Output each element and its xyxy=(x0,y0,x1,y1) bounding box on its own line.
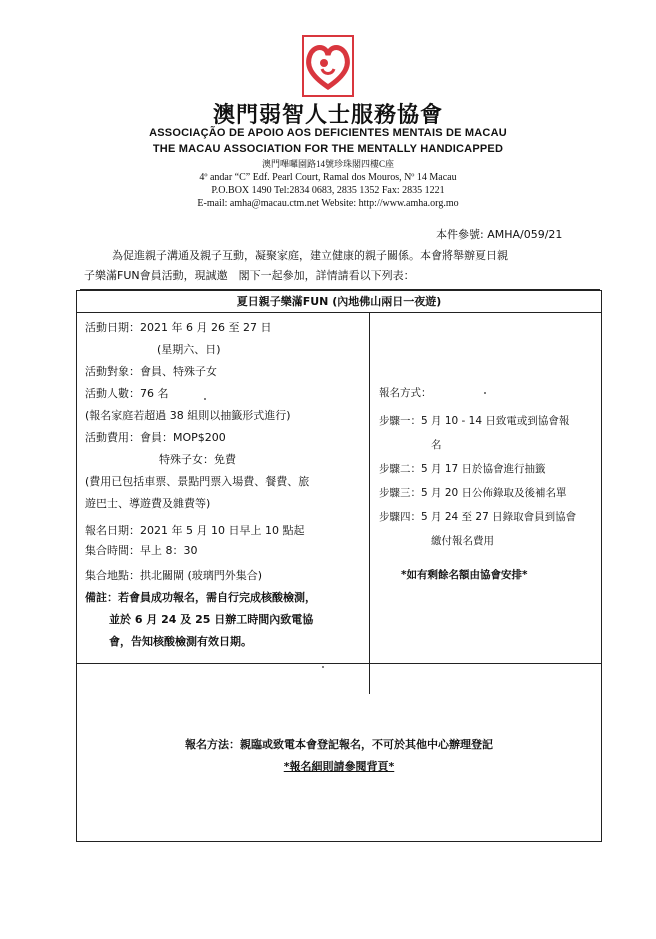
lottery-note: (報名家庭若超過 38 組則以抽籤形式進行) xyxy=(85,409,291,422)
table-title: 夏日親子樂滿FUN (內地佛山兩日一夜遊) xyxy=(77,291,601,313)
registration-date: 報名日期：2021 年 5 月 10 日早上 10 點起 xyxy=(85,524,305,537)
org-name-pt: ASSOCIAÇÃO DE APOIO AOS DEFICIENTES MENTAIS DE MACAU xyxy=(149,127,507,139)
column-divider xyxy=(369,312,370,694)
activity-date: 活動日期：2021 年 6 月 26 至 27 日 xyxy=(85,321,272,334)
step-3: 步驟三：5 月 20 日公佈錄取及後補名單 xyxy=(379,487,567,499)
address-pt: 4º andar “C” Edf. Pearl Court, Ramal dos Mouros, Nº 14 Macau xyxy=(199,172,457,183)
registration-steps xyxy=(379,381,599,587)
activity-table xyxy=(76,290,602,842)
activity-quota: 活動人數：76 名 xyxy=(85,387,169,400)
fee-includes-line-1: (費用已包括車票、景點門票入場費、餐費、旅 xyxy=(85,475,310,488)
step-2: 步驟二：5 月 17 日於協會進行抽籤 xyxy=(379,463,546,475)
footer-line-1: 報名方法：親臨或致電本會登記報名，不可於其他中心辦理登記 xyxy=(185,738,493,751)
remark-line-1: 備註：若會員成功報名，需自行完成核酸檢測， xyxy=(85,591,316,604)
org-name-en: THE MACAU ASSOCIATION FOR THE MENTALLY HANDICAPPED xyxy=(152,143,504,155)
activity-fee-member: 活動費用：會員：MOP$200 xyxy=(85,431,226,444)
activity-details xyxy=(85,317,367,653)
intro-line-1: 為促進親子溝通及親子互動，凝聚家庭，建立健康的親子關係。本會將舉辦夏日親 xyxy=(112,249,508,262)
org-name-zh: 澳門弱智人士服務協會 xyxy=(212,102,443,128)
activity-fee-child: 特殊子女：免費 xyxy=(159,453,236,466)
footer-line-2: *報名細則請參閱背頁* xyxy=(283,760,395,773)
intro-line-2: 子樂滿FUN會員活動，現誠邀 閣下一起參加，詳情請看以下列表： xyxy=(84,269,415,282)
assembly-place: 集合地點：拱北關閘 (玻璃門外集合) xyxy=(85,569,263,582)
activity-audience: 活動對象：會員、特殊子女 xyxy=(85,365,217,378)
scan-speck xyxy=(322,666,324,668)
registration-footer xyxy=(77,734,601,778)
step-1-continued: 名 xyxy=(431,439,442,451)
scan-speck xyxy=(204,398,206,400)
address-zh: 澳門嗶囉園路14號珍珠閣四樓C座 xyxy=(261,159,394,169)
po-box-phone-fax: P.O.BOX 1490 Tel:2834 0683, 2835 1352 Fax: 2835 1221 xyxy=(211,185,445,196)
remark-line-2: 並於 6 月 24 及 25 日辦工時間內致電協 xyxy=(109,613,314,626)
email-website: E-mail: amha@macau.ctm.net Website: http://www.amha.org.mo xyxy=(197,198,459,209)
fee-includes-line-2: 遊巴士、導遊費及雜費等) xyxy=(85,497,211,510)
reference-number: 本件參號: AMHA/059/21 xyxy=(436,228,563,241)
step-4: 步驟四：5 月 24 至 27 日錄取會員到協會 xyxy=(379,511,577,523)
remaining-quota-note: *如有剩餘名額由協會安排* xyxy=(401,569,528,581)
step-1: 步驟一：5 月 10 - 14 日致電或到協會報 xyxy=(379,415,570,427)
assembly-time: 集合時間：早上 8：30 xyxy=(85,544,198,557)
activity-weekday: (星期六、日) xyxy=(157,343,221,356)
scan-speck xyxy=(484,392,486,394)
step-4-continued: 繳付報名費用 xyxy=(431,535,494,547)
row-divider xyxy=(77,663,601,664)
registration-method-label: 報名方式： xyxy=(379,387,432,399)
intro-paragraph xyxy=(84,246,604,286)
remark-line-3: 會，告知核酸檢測有效日期。 xyxy=(109,635,252,648)
heart-logo-icon xyxy=(302,35,354,97)
